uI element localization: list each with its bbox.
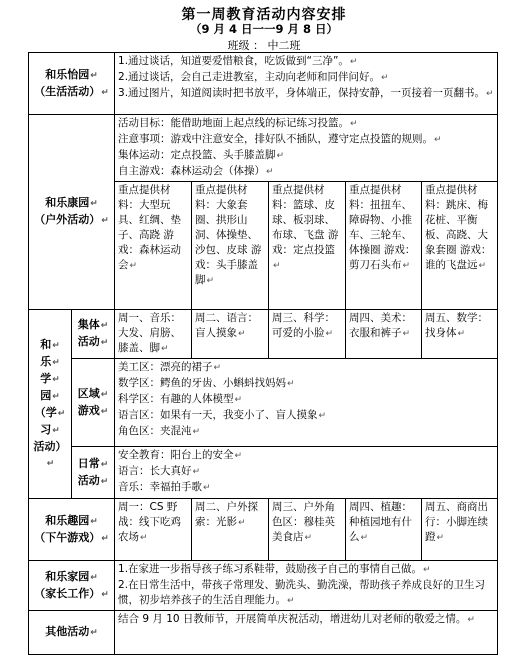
schedule-table <box>28 52 498 655</box>
paragraph-mark-icon: ↵ <box>52 425 60 436</box>
collective-cell: 周四、美术：衣服和裤子↵ <box>346 310 422 359</box>
outdoor-line: 集体运动：定点投篮、头手膝盖脚↵ <box>118 149 285 161</box>
paragraph-mark-icon: ↵ <box>360 533 369 543</box>
afternoon-cell: 周四、植趣：种植园地有什么↵ <box>346 499 422 561</box>
area-line: 科学区：有趣的人体模型↵ <box>118 393 243 405</box>
daily-line: 语言：长大真好↵ <box>118 465 201 477</box>
paragraph-mark-icon: ↵ <box>273 261 281 271</box>
paragraph-mark-icon: ↵ <box>325 329 334 339</box>
paragraph-mark-icon: ↵ <box>213 363 222 373</box>
paragraph-mark-icon: ↵ <box>100 406 109 417</box>
page-title: 第一周教育活动内容安排 <box>181 7 347 23</box>
paragraph-mark-icon: ↵ <box>402 329 411 339</box>
area-line: 数学区：鳄鱼的牙齿、小蝌蚪找妈妈↵ <box>118 377 295 389</box>
outdoor-line: 注意事项：游戏中注意安全，排好队不插队，遵守定点投篮的规则。↵ <box>118 133 442 145</box>
other-line: 结合 9 月 10 日教师节，开展简单庆祝活动，增进幼儿对老师的敬爱之情。↵ <box>118 613 475 625</box>
paragraph-mark-icon: ↵ <box>101 87 109 98</box>
paragraph-mark-icon: ↵ <box>238 518 246 528</box>
paragraph-mark-icon: ↵ <box>318 411 327 421</box>
outdoor-label: 和乐康园↵ （户外活动）↵ <box>29 115 115 310</box>
daily-content <box>115 447 498 499</box>
life-line: 1.通过谈话，知道要爱惜粮食，吃饭做到“三净”。↵ <box>118 55 358 67</box>
outdoor-content <box>115 115 498 182</box>
paragraph-mark-icon: ↵ <box>46 458 55 469</box>
paragraph-mark-icon: ↵ <box>192 467 201 477</box>
afternoon-label: 和乐趣园↵ （下午游戏）↵ <box>29 499 115 561</box>
paragraph-mark-icon: ↵ <box>90 199 98 209</box>
paragraph-mark-icon: ↵ <box>100 389 109 400</box>
paragraph-mark-icon: ↵ <box>276 151 285 161</box>
paragraph-mark-icon: ↵ <box>350 119 358 129</box>
paragraph-mark-icon: ↵ <box>478 261 487 271</box>
life-content <box>115 53 498 115</box>
collective-cell: 周三、科学：可爱的小脸↵ <box>269 310 346 359</box>
learning-label: 和↵ 乐↵ 学↵ 园↵ （学↵ 习↵ 活动）↵ <box>29 310 72 499</box>
life-label: 和乐怡园↵ （生活活动）↵ <box>29 53 115 115</box>
paragraph-mark-icon: ↵ <box>129 261 138 271</box>
paragraph-mark-icon: ↵ <box>234 395 243 405</box>
paragraph-mark-icon: ↵ <box>52 374 60 385</box>
paragraph-mark-icon: ↵ <box>52 391 60 402</box>
paragraph-mark-icon: ↵ <box>140 533 148 543</box>
paragraph-mark-icon: ↵ <box>90 572 98 583</box>
paragraph-mark-icon: ↵ <box>381 73 389 83</box>
paragraph-mark-icon: ↵ <box>234 451 243 461</box>
paragraph-mark-icon: ↵ <box>100 321 109 331</box>
outdoor-material: 重点提供材料：篮球、皮球、板羽球、布球、飞盘 游戏：定点投篮↵ <box>269 182 346 310</box>
outdoor-line: 自主游戏：森林运动会（体操）↵ <box>118 165 274 177</box>
paragraph-mark-icon: ↵ <box>100 459 109 470</box>
paragraph-mark-icon: ↵ <box>90 70 98 81</box>
paragraph-mark-icon: ↵ <box>203 483 211 493</box>
paragraph-mark-icon: ↵ <box>52 340 60 351</box>
daily-label: 日常↵ 活动↵ <box>72 447 115 499</box>
area-line: 角色区：夹混沌↵ <box>118 425 201 437</box>
paragraph-mark-icon: ↵ <box>206 276 215 286</box>
paragraph-mark-icon: ↵ <box>304 533 313 543</box>
paragraph-mark-icon: ↵ <box>90 628 98 638</box>
area-line: 语言区：如果有一天，我变小了、盲人摸象↵ <box>118 409 327 421</box>
paragraph-mark-icon: ↵ <box>192 427 201 437</box>
afternoon-cell: 周三、户外角色区：穆桂英美食店↵ <box>269 499 346 561</box>
paragraph-mark-icon: ↵ <box>423 565 431 575</box>
family-line: 1.在家进一步指导孩子练习系鞋带，鼓励孩子自己的事情自己做。↵ <box>118 563 431 575</box>
paragraph-mark-icon: ↵ <box>287 379 295 389</box>
afternoon-cell: 周二、户外探索：光影↵ <box>192 499 269 561</box>
family-line: 2.在日常生活中，带孩子常理发、勤洗头、勤洗澡，帮助孩子养成良好的卫生习惯，初步培养孩子的生活自理能力。↵ <box>118 579 486 606</box>
paragraph-mark-icon: ↵ <box>161 344 169 354</box>
paragraph-mark-icon: ↵ <box>457 329 466 339</box>
area-label: 区域↵ 游戏↵ <box>72 359 115 447</box>
paragraph-mark-icon: ↵ <box>436 533 445 543</box>
collective-label: 集体↵ 活动↵ <box>72 310 115 359</box>
other-label: 其他活动↵ <box>29 611 115 655</box>
collective-cell: 周二、语言：盲人摸象↵ <box>192 310 269 359</box>
paragraph-mark-icon: ↵ <box>101 589 109 600</box>
collective-cell: 周一、音乐：大发、肩膀、膝盖、脚↵ <box>115 310 192 359</box>
outdoor-line: 活动目标：能借助地面上起点线的标记练习投篮。↵ <box>118 117 358 129</box>
paragraph-mark-icon: ↵ <box>434 135 442 145</box>
paragraph-mark-icon: ↵ <box>238 329 246 339</box>
life-line: 3.通过图片，知道阅读时把书放平，身体端正，保持安静，一页接着一页翻书。↵ <box>118 87 494 99</box>
paragraph-mark-icon: ↵ <box>467 615 475 625</box>
paragraph-mark-icon: ↵ <box>101 533 109 544</box>
area-line: 美工区：漂亮的裙子↵ <box>118 361 222 373</box>
afternoon-cell: 周一：CS 野战：线下吃鸡农场↵ <box>115 499 192 561</box>
life-line: 2.通过谈话，会自己走进教室，主动向老师和同伴问好。↵ <box>118 71 389 83</box>
area-content <box>115 359 498 447</box>
paragraph-mark-icon: ↵ <box>52 357 60 368</box>
outdoor-material: 重点提供材料：大象套圈、拱形山洞、体操垫、沙包、皮球 游戏：头手膝盖脚↵ <box>192 182 269 310</box>
outdoor-material: 重点提供材料：跳床、梅花桩、平衡板、高跷、大象套圈 游戏：谁的飞盘远↵ <box>422 182 498 310</box>
daily-line: 音乐：幸福拍手歌↵ <box>118 481 211 493</box>
daily-line: 安全教育：阳台上的安全↵ <box>118 449 243 461</box>
paragraph-mark-icon: ↵ <box>90 516 98 527</box>
paragraph-mark-icon: ↵ <box>266 167 274 177</box>
outdoor-material: 重点提供材料：扭扭车、障碍物、小推车、三轮车、体操圈 游戏：剪刀石头布↵ <box>346 182 422 310</box>
paragraph-mark-icon: ↵ <box>287 596 295 606</box>
family-content <box>115 561 498 611</box>
class-name: 班级 ： 中二班 <box>227 39 301 52</box>
date-range: （9 月 4 日一一9 月 8 日） <box>189 22 339 36</box>
paragraph-mark-icon: ↵ <box>101 216 109 226</box>
afternoon-cell: 周五、商商出行：小脚连续蹬↵ <box>422 499 498 561</box>
paragraph-mark-icon: ↵ <box>486 89 494 99</box>
paragraph-mark-icon: ↵ <box>100 338 109 348</box>
paragraph-mark-icon: ↵ <box>100 476 109 487</box>
other-content <box>115 611 498 655</box>
outdoor-material: 重点提供材料：大型玩具、红绸、垫子、高跷 游戏：森林运动会↵ <box>115 182 192 310</box>
family-label: 和乐家园↵ （家长工作）↵ <box>29 561 115 611</box>
collective-cell: 周五、数学：找身体↵ <box>422 310 498 359</box>
paragraph-mark-icon: ↵ <box>402 261 411 271</box>
paragraph-mark-icon: ↵ <box>349 57 358 67</box>
paragraph-mark-icon: ↵ <box>57 408 66 419</box>
